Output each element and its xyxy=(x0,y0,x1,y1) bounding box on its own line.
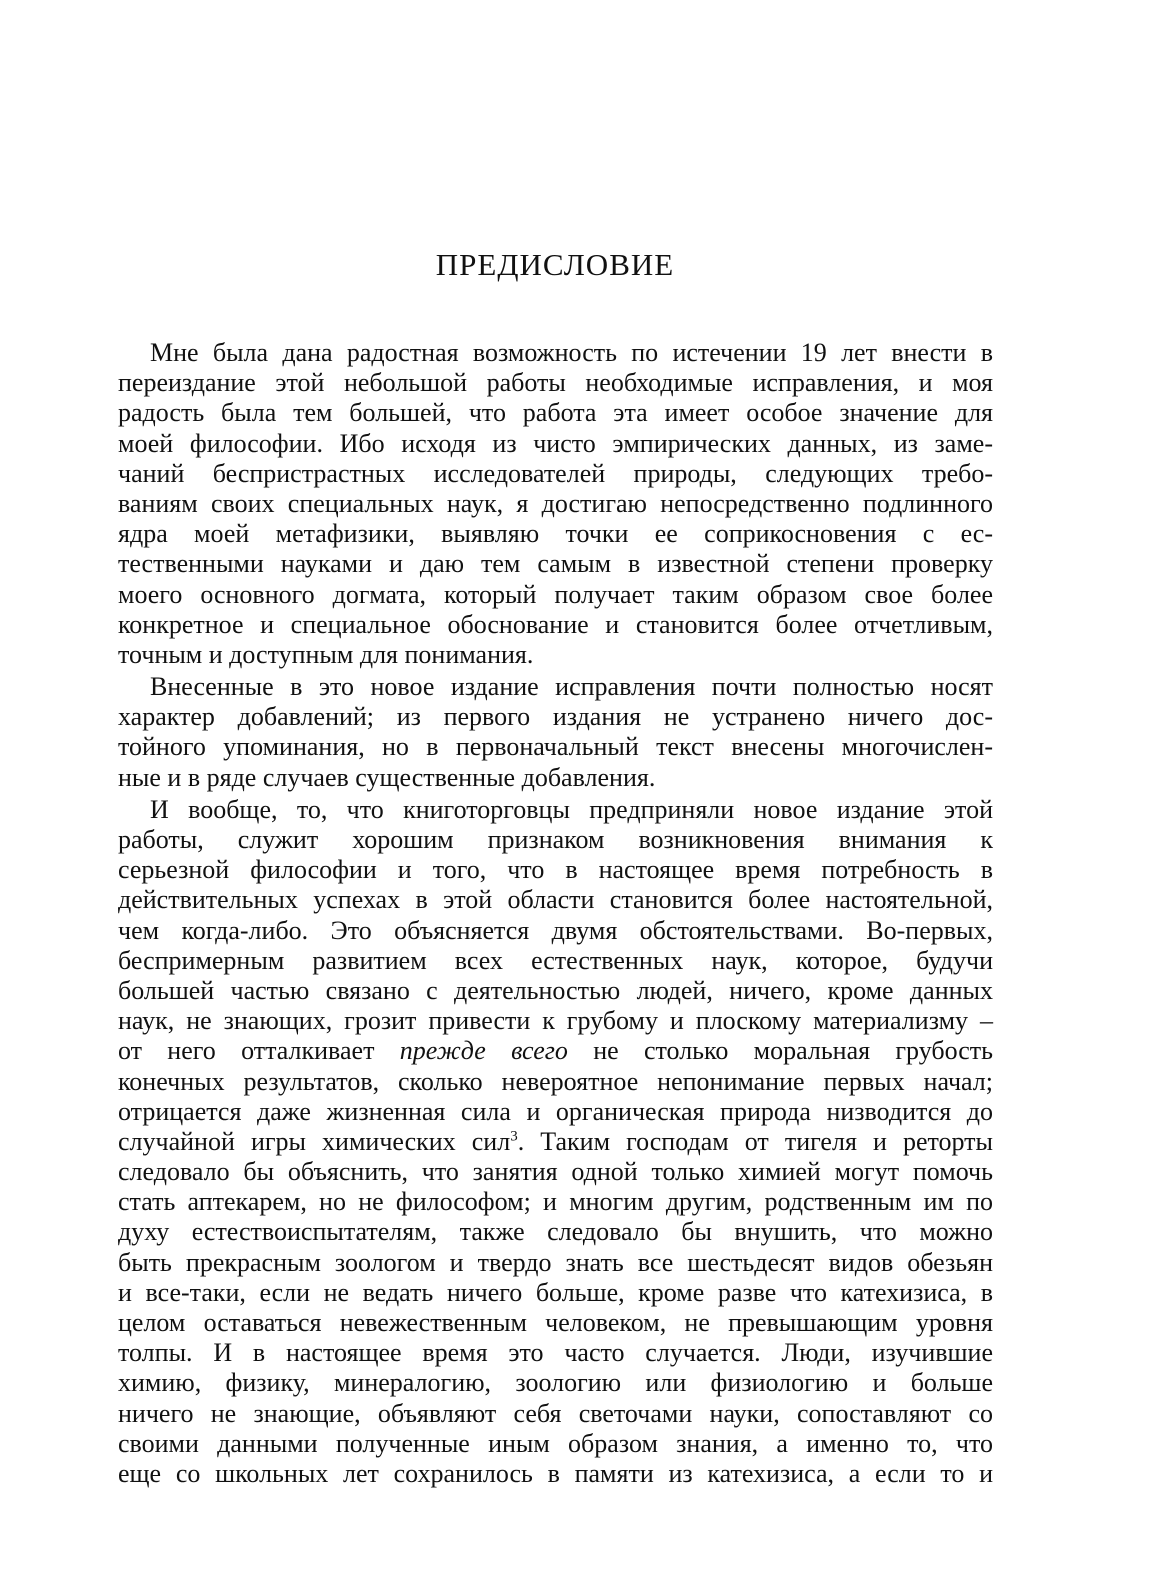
text-line: большей частью связано с деятельностью людей, ничего, кроме данных xyxy=(118,975,993,1005)
emphasis-text: прежде всего xyxy=(399,1036,568,1066)
text-line: ядра моей метафизики, выявляю точки ее соприкосновения с ес- xyxy=(118,519,993,549)
text-line: еще со школьных лет сохранилось в памяти из катехизиса, а если то и xyxy=(118,1458,993,1488)
text-line: своими данными полученные иным образом знания, а именно то, что xyxy=(118,1428,993,1458)
text-line: чаний беспристрастных исследователей природы, следующих требо- xyxy=(118,458,993,488)
paragraph-3 xyxy=(118,795,993,1489)
text-line: точным и доступным для понимания. xyxy=(118,639,534,669)
text-line: моей философии. Ибо исходя из чисто эмпирических данных, из заме- xyxy=(118,428,993,458)
body-text xyxy=(118,338,993,1489)
text-line: и все-таки, если не ведать ничего больше, кроме разве что катехизиса, в xyxy=(118,1277,993,1307)
text-line: духу естествоиспытателям, также следовало бы внушить, что можно xyxy=(118,1217,993,1247)
text-line: работы, служит хорошим признаком возникновения внимания к xyxy=(118,825,993,854)
text-line: Внесенные в это новое издание исправления почти полностью носят xyxy=(150,672,993,702)
text-line: ваниям своих специальных наук, я достигаю непосредственно подлинного xyxy=(118,488,993,518)
text-line: наук, не знающих, грозит привести к грубому и плоскому материализму – xyxy=(118,1006,993,1036)
text-segment: случайной игры химических сил xyxy=(118,1126,511,1156)
text-line: быть прекрасным зоологом и твердо знать все шестьдесят видов обезьян xyxy=(118,1247,993,1277)
paragraph-1 xyxy=(118,338,993,670)
text-segment: не столько моральная грубость xyxy=(593,1036,993,1066)
text-line: стать аптекарем, но не философом; и многим другим, родственным им по xyxy=(118,1187,993,1217)
text-line: беспримерным развитием всех естественных наук, которое, будучи xyxy=(118,945,993,975)
text-line: конечных результатов, сколько невероятное непонимание первых начал; xyxy=(118,1066,993,1096)
text-line: конкретное и специальное обоснование и становится более отчетливым, xyxy=(118,609,993,639)
text-line: Мне была дана радостная возможность по истечении 19 лет внести в xyxy=(150,338,993,367)
text-line: химию, физику, минералогию, зоологию или физиологию и больше xyxy=(118,1368,993,1398)
text-line: моего основного догмата, который получает таким образом свое более xyxy=(118,579,993,609)
text-line xyxy=(118,1127,993,1157)
text-line: ные и в ряде случаев существенные добавления. xyxy=(118,762,656,792)
text-line: переиздание этой небольшой работы необходимые исправления, и моя xyxy=(118,368,993,398)
text-line: И вообще, то, что книготорговцы предприняли новое издание этой xyxy=(150,794,993,824)
chapter-heading: ПРЕДИСЛОВИЕ xyxy=(435,247,675,282)
text-segment: от него отталкивает xyxy=(118,1036,375,1066)
text-line: толпы. И в настоящее время это часто случается. Люди, изучившие xyxy=(118,1338,993,1368)
text-line: радость была тем большей, что работа эта имеет особое значение для xyxy=(118,398,993,428)
footnote-ref: 3 xyxy=(510,1128,518,1145)
text-line: серьезной философии и того, что в настоящее время потребность в xyxy=(118,855,993,885)
text-line xyxy=(118,1036,993,1066)
text-line: чем когда-либо. Это объясняется двумя обстоятельствами. Во-первых, xyxy=(118,915,993,945)
text-line: тойного упоминания, но в первоначальный текст внесены многочислен- xyxy=(118,732,993,762)
paragraph-2 xyxy=(118,672,993,793)
text-line: действительных успехах в этой области становится более настоятельной, xyxy=(118,885,993,915)
text-line: тественными науками и даю тем самым в известной степени проверку xyxy=(118,549,993,579)
text-line: целом оставаться невежественным человеком, не превышающим уровня xyxy=(118,1308,993,1337)
text-line: следовало бы объяснить, что занятия одной только химией могут помочь xyxy=(118,1157,993,1187)
text-line: отрицается даже жизненная сила и органическая природа низводится до xyxy=(118,1096,993,1126)
text-line: характер добавлений; из первого издания не устранено ничего дос- xyxy=(118,702,993,732)
text-segment: . Таким господам от тигеля и реторты xyxy=(517,1126,994,1156)
text-line: ничего не знающие, объявляют себя светочами науки, сопоставляют со xyxy=(118,1398,993,1428)
